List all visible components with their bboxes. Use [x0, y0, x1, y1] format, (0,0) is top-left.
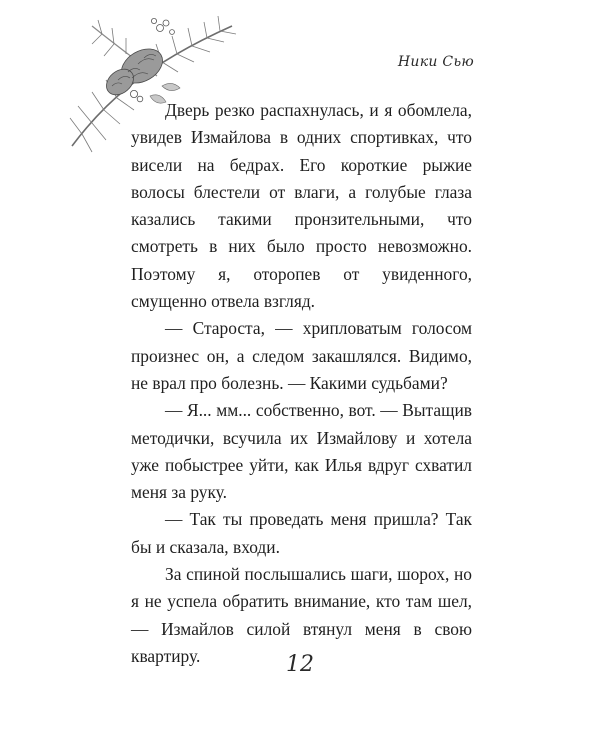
paragraph: — Староста, — хрипловатым голосом произнес он, а следом закашлялся. Видимо, не врал про болезнь. — Какими судьбами? — [131, 318, 472, 393]
page-number: 12 — [286, 652, 314, 677]
paragraph: Дверь резко распахнулась, и я обомлела, увидев Измайлова в одних спортивках, что висели на бедрах. Его короткие рыжие волосы блестели от влаги, а голубые глаза казались такими пронзительными, что смотреть в них было просто невозможно. Поэтому я, оторопев от увиденного, смущенно отвела взгляд. — [131, 100, 472, 312]
paragraph: — Так ты проведать меня пришла? Так бы и сказала, входи. — [131, 509, 472, 557]
paragraph: — Я... мм... собственно, вот. — Вытащив методички, всучила их Измайлову и хотела уже побыстрее уйти, как Илья вдруг схватил меня за руку. — [131, 400, 472, 503]
body-text — [131, 97, 472, 670]
running-header-author: Ники Сью — [397, 54, 474, 70]
paragraph: За спиной послышались шаги, шорох, но я не успела обратить внимание, кто там шел, — Измайлов силой втянул меня в свою квартиру. — [131, 564, 472, 666]
